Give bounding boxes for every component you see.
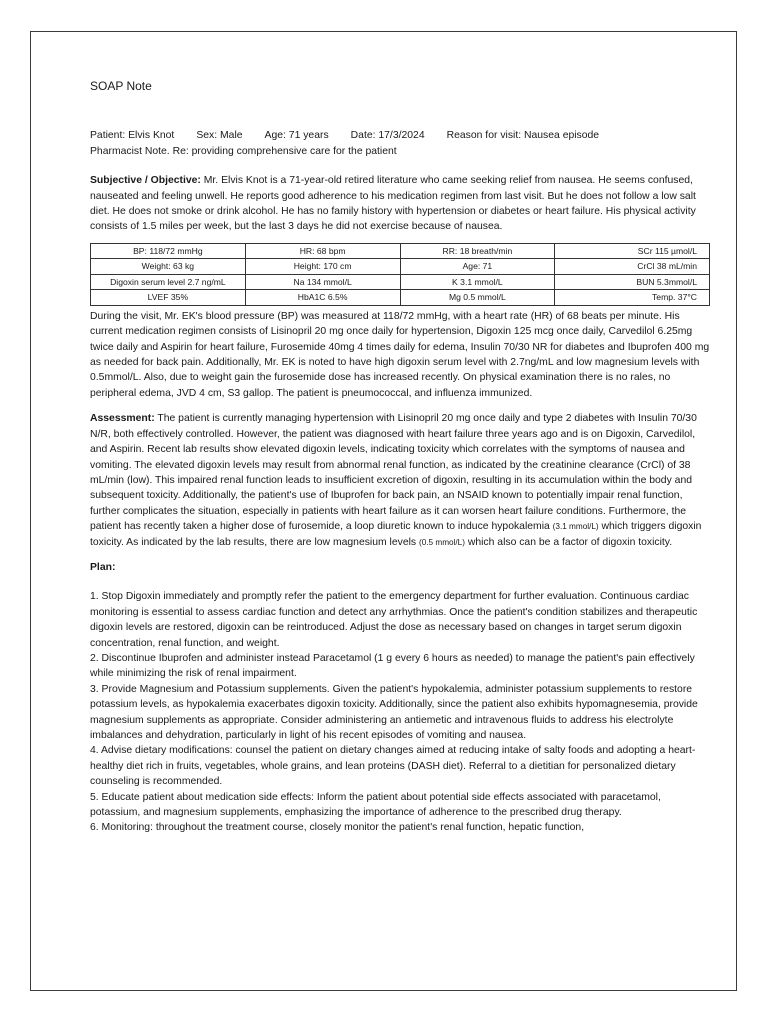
pharmacist-note: Pharmacist Note. Re: providing comprehensive care for the patient (90, 145, 397, 157)
visit-reason: Reason for visit: Nausea episode (446, 130, 600, 142)
table-cell: HR: 68 bpm (245, 243, 400, 259)
plan-list (90, 589, 710, 836)
vitals-table (90, 243, 710, 306)
patient-sex: Sex: Male (196, 130, 243, 142)
assessment-text: which triggers digoxin toxicity. As indicated by the lab results, there are low magnesium levels (90, 521, 702, 548)
document-content (90, 79, 710, 836)
table-cell: K 3.1 mmol/L (400, 274, 555, 290)
patient-age: Age: 71 years (264, 130, 329, 142)
assessment-heading: Assessment: (90, 413, 155, 425)
subjective-text: Mr. Elvis Knot is a 71-year-old retired literature who came seeking relief from nausea. He seems confused, nauseated and feeling unwell. He reports good adherence to his medication regimen from last visit. But he does not follow a low salt diet. He does not smoke or drink alcohol. He has no family history with hypertension or diabetes or heart failure. His physical activity consists of 1.5 miles per week, but the last 3 days he did not exercise because of nausea. (90, 175, 696, 233)
document-title: SOAP Note (90, 79, 152, 93)
table-cell: Temp. 37°C (555, 290, 710, 306)
table-cell: Mg 0.5 mmol/L (400, 290, 555, 306)
table-cell: SCr 115 µmol/L (555, 243, 710, 259)
visit-date: Date: 17/3/2024 (350, 130, 425, 142)
assessment-paragraph (90, 411, 710, 550)
table-row (91, 243, 710, 259)
table-cell: HbA1C 6.5% (245, 290, 400, 306)
table-cell: Digoxin serum level 2.7 ng/mL (91, 274, 246, 290)
table-cell: BUN 5.3mmol/L (555, 274, 710, 290)
assessment-text: The patient is currently managing hypertension with Lisinopril 20 mg once daily and type 2 diabetes with Insulin 70/30 N/R, both effectively controlled. However, the patient was diagnosed with heart failure three years ago and is on Digoxin, Carvedilol, and Aspirin. Recent lab results show elevated digoxin levels, indicating toxicity which correlates with the symptoms of nausea and vomiting. The elevated digoxin levels may result from abnormal renal function, as indicated by the creatinine clearance (CrCl) of 38 mL/min (low). This impaired renal function leads to insufficient excretion of digoxin, resulting in its accumulation within the body and subsequent toxicity. Additionally, the patient's use of Ibuprofen for back pain, an NSAID known to potentially impair renal function, further complicates the situation, especially in patients with heart failure as it can worsen heart failure conditions. Furthermore, the patient has recently taken a higher dose of furosemide, a loop diuretic known to induce hypokalemia (90, 413, 697, 533)
plan-item: 5. Educate patient about medication side effects: Inform the patient about potential side effects associated with paracetamol, potassium, and magnesium supplements, emphasizing the importance of adherence to the prescribed drug therapy. (90, 791, 661, 819)
table-cell: Weight: 63 kg (91, 259, 246, 275)
table-row (91, 274, 710, 290)
plan-heading: Plan: (90, 561, 116, 573)
table-cell: RR: 18 breath/min (400, 243, 555, 259)
plan-item: 2. Discontinue Ibuprofen and administer instead Paracetamol (1 g every 6 hours as needed) to manage the patient's pain effectively while minimizing the risk of renal impairment. (90, 652, 695, 680)
patient-name: Patient: Elvis Knot (90, 130, 175, 142)
patient-info-line (90, 128, 710, 143)
plan-item: 1. Stop Digoxin immediately and promptly refer the patient to the emergency department for further evaluation. Continuous cardiac monitoring is essential to assess cardiac function and detect any arrhythmias. Once the patient's condition stabilizes and therapeutic digoxin levels are restored, digoxin can be reintroduced. Adjust the dose as necessary based on changes in target serum digoxin concentration, renal function, and weight. (90, 591, 698, 649)
table-cell: BP: 118/72 mmHg (91, 243, 246, 259)
magnesium-value: (0.5 mmol/L) (419, 537, 465, 547)
assessment-text: which also can be a factor of digoxin toxicity. (464, 536, 673, 548)
table-cell: Height: 170 cm (245, 259, 400, 275)
table-cell: LVEF 35% (91, 290, 246, 306)
subjective-paragraph (90, 173, 710, 235)
table-cell: Age: 71 (400, 259, 555, 275)
subjective-heading: Subjective / Objective: (90, 175, 201, 187)
table-cell: Na 134 mmol/L (245, 274, 400, 290)
visit-paragraph: During the visit, Mr. EK's blood pressure (BP) was measured at 118/72 mmHg, with a heart rate (HR) of 68 beats per minute. His current medication regimen consists of Lisinopril 20 mg once daily for hypertension, Digoxin 125 mcg once daily, Carvedilol 6.25mg twice daily and Aspirin for heart failure, Furosemide 40mg 4 times daily for edema, Insulin 70/30 NR for diabetes and Ibuprofen 400 mg as needed for back pain. Additionally, Mr. EK is noted to have high digoxin serum level with 2.7ng/mL and low magnesium levels with 0.5mmol/L. Also, due to weight gain the furosemide dose has increased recently. On physical examination there is no rales, no peripheral edema, JVD 4 cm, S3 gallop. The patient is pneumococcal, and influenza immunized. (90, 310, 710, 399)
table-cell: CrCl 38 mL/min (555, 259, 710, 275)
plan-item: 4. Advise dietary modifications: counsel the patient on dietary changes aimed at reducing intake of salty foods and adopting a heart-healthy diet rich in fruits, vegetables, whole grains, and lean proteins (DASH diet). Referral to a dietitian for personalized dietary counseling is recommended. (90, 745, 696, 788)
table-row (91, 259, 710, 275)
document-page (30, 31, 737, 991)
plan-item: 3. Provide Magnesium and Potassium supplements. Given the patient's hypokalemia, administer potassium supplements to restore potassium levels, as hypokalemia exacerbates digoxin toxicity. Additionally, since the patient also exhibits hypomagnesemia, provide magnesium supplements as appropriate. Consider administering an antiemetic and intravenous fluids to address his electrolyte imbalances and dehydration, particularly in light of his recent episodes of vomiting and nausea. (90, 683, 698, 741)
potassium-value: (3.1 mmol/L) (552, 522, 599, 532)
plan-item: 6. Monitoring: throughout the treatment course, closely monitor the patient's renal function, hepatic function, (90, 822, 585, 834)
table-row (91, 290, 710, 306)
